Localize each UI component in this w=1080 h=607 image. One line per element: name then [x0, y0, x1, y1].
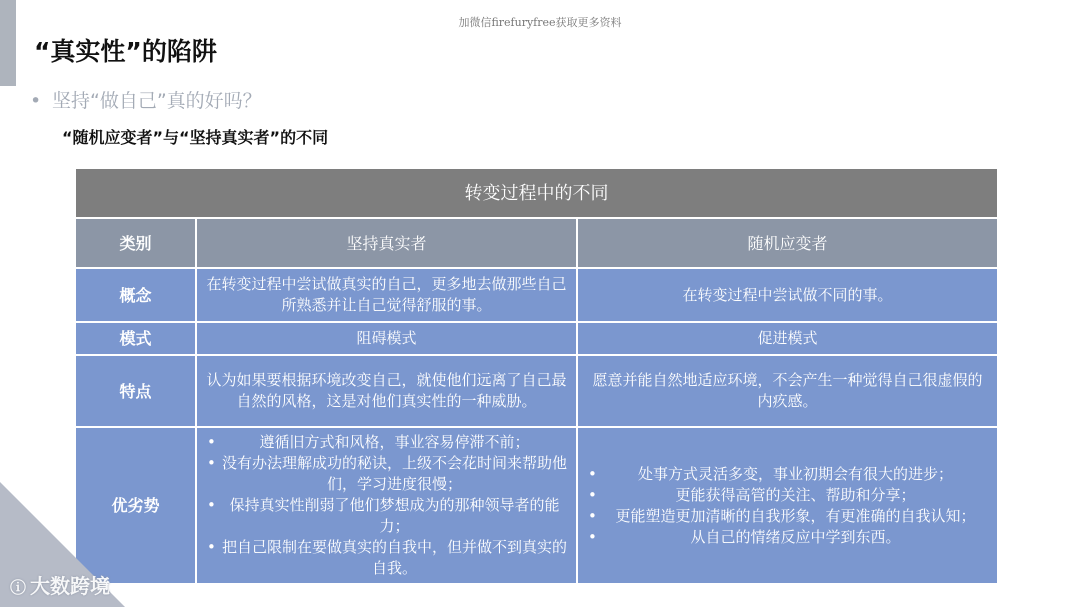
table-row-concept — [75, 268, 998, 322]
table-caption-row — [75, 168, 998, 218]
brand-name: 大数跨境 — [30, 574, 111, 598]
cell-concept-authentic: 在转变过程中尝试做真实的自己，更多地去做那些自己所熟悉并让自己觉得舒服的事。 — [196, 268, 577, 322]
row-label-mode: 模式 — [75, 322, 196, 355]
cell-mode-adaptive: 促进模式 — [577, 322, 998, 355]
list-item: • 把自己限制在要做真实的自我中，但并做不到真实的自我。 — [205, 537, 568, 579]
table-row-mode — [75, 322, 998, 355]
cell-traits-authentic: 认为如果要根据环境改变自己，就使他们远离了自己最自然的风格，这是对他们真实性的一种威胁。 — [196, 355, 577, 427]
header-adaptive: 随机应变者 — [577, 218, 998, 268]
list-item: • 从自己的情绪反应中学到东西。 — [586, 527, 989, 548]
header-category: 类别 — [75, 218, 196, 268]
title-accent-bar — [0, 0, 16, 86]
slide-title: “真实性”的陷阱 — [34, 37, 217, 66]
row-label-concept: 概念 — [75, 268, 196, 322]
list-item: • 处事方式灵活多变，事业初期会有很大的进步； — [586, 464, 989, 485]
list-item: • 没有办法理解成功的秘诀，上级不会花时间来帮助他们，学习进度很慢； — [205, 453, 568, 495]
brand-logo-icon: ⓘ — [10, 578, 27, 597]
table-header-row — [75, 218, 998, 268]
cell-traits-adaptive: 愿意并能自然地适应环境，不会产生一种觉得自己很虚假的内疚感。 — [577, 355, 998, 427]
bullet-point — [30, 86, 262, 113]
list-item: • 遵循旧方式和风格，事业容易停滞不前； — [205, 432, 568, 453]
row-label-traits: 特点 — [75, 355, 196, 427]
table-row-traits — [75, 355, 998, 427]
comparison-table — [74, 167, 999, 585]
header-authentic: 坚持真实者 — [196, 218, 577, 268]
table-row-pros-cons — [75, 427, 998, 584]
list-item: • 更能获得高管的关注、帮助和分享； — [586, 485, 989, 506]
cell-pros-authentic — [196, 427, 577, 584]
bullet-dot-icon: • — [30, 90, 42, 112]
cell-concept-adaptive: 在转变过程中尝试做不同的事。 — [577, 268, 998, 322]
brand-watermark — [10, 570, 110, 599]
list-item: • 保持真实性削弱了他们梦想成为的那种领导者的能力； — [205, 495, 568, 537]
table-caption: 转变过程中的不同 — [75, 168, 998, 218]
cell-mode-authentic: 阻碍模式 — [196, 322, 577, 355]
watermark-text: 加微信firefuryfree获取更多资料 — [458, 16, 622, 29]
row-label-pros-cons: 优劣势 — [75, 427, 196, 584]
bullet-text: 坚持“做自己”真的好吗？ — [52, 90, 262, 112]
list-item: • 更能塑造更加清晰的自我形象，有更准确的自我认知； — [586, 506, 989, 527]
sub-heading: “随机应变者”与“坚持真实者”的不同 — [62, 128, 329, 147]
cell-pros-adaptive — [577, 427, 998, 584]
